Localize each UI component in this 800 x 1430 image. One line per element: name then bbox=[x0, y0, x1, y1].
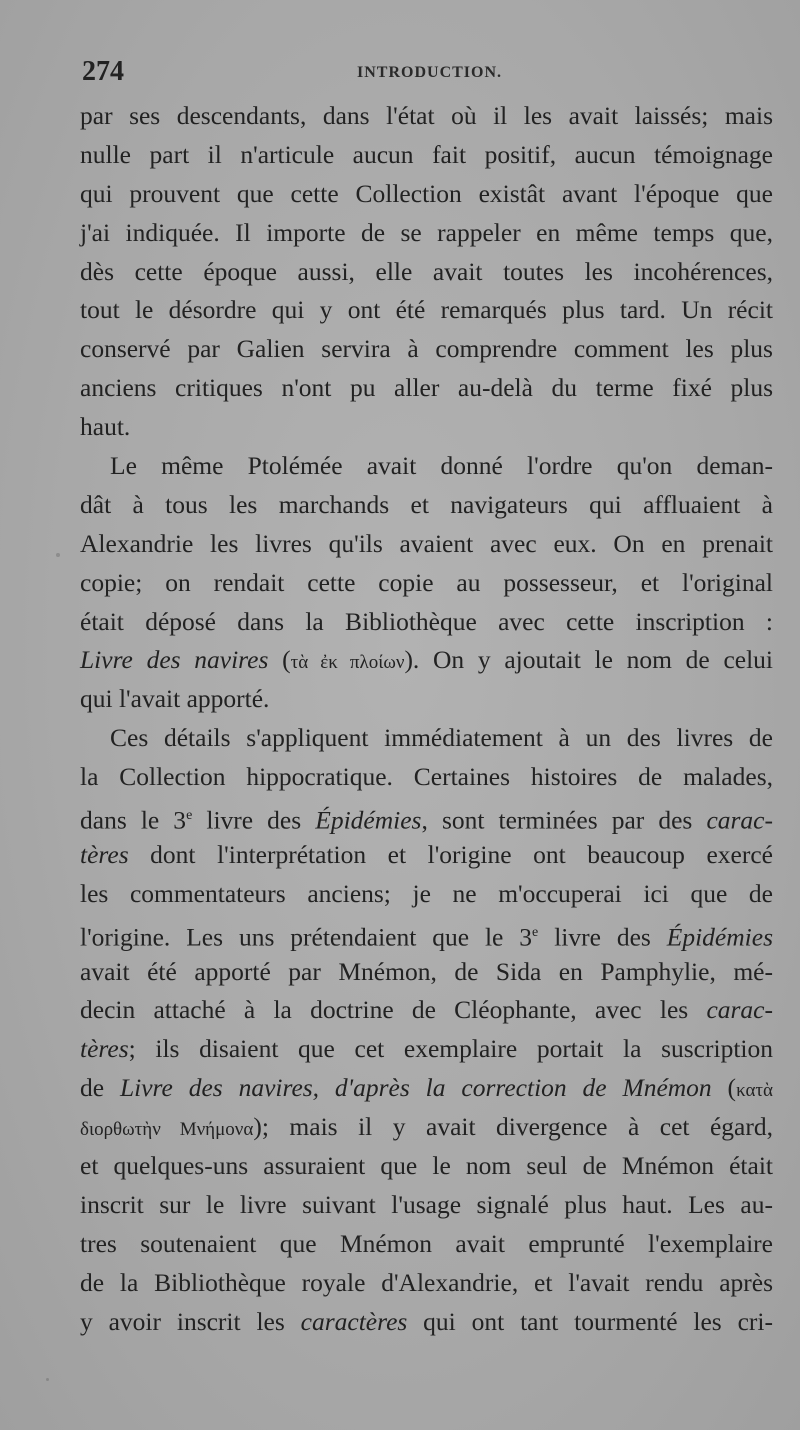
text-line: dans le 3e livre des Épidémies, sont terminées par des carac- bbox=[80, 805, 773, 835]
text-line: j'ai indiquée. Il importe de se rappeler en même temps que, bbox=[80, 217, 773, 247]
text-line: dât à tous les marchands et navigateurs qui affluaient à bbox=[80, 489, 773, 519]
text-line: inscrit sur le livre suivant l'usage signalé plus haut. Les au- bbox=[80, 1189, 773, 1219]
text-line: Livre des navires (τὰ ἐκ πλοίων). On y ajoutait le nom de celui bbox=[80, 645, 773, 675]
text-line: Alexandrie les livres qu'ils avaient avec eux. On en prenait bbox=[80, 528, 773, 558]
text-line: la Collection hippocratique. Certaines histoires de malades, bbox=[80, 762, 773, 792]
page-number: 274 bbox=[82, 56, 124, 87]
paragraph-3 bbox=[80, 719, 773, 1341]
text-line: tères dont l'interprétation et l'origine ont beaucoup exercé bbox=[80, 839, 773, 869]
text-line: qui l'avait apporté. bbox=[80, 684, 270, 714]
text-line: nulle part il n'articule aucun fait positif, aucun témoignage bbox=[80, 139, 773, 169]
text-line: l'origine. Les uns prétendaient que le 3e livre des Épidémies bbox=[80, 922, 773, 952]
text-line: Ces détails s'appliquent immédiatement à un des livres de bbox=[110, 723, 773, 753]
text-line: avait été apporté par Mnémon, de Sida en Pamphylie, mé- bbox=[80, 956, 773, 986]
text-line: était déposé dans la Bibliothèque avec cette inscription : bbox=[80, 606, 773, 636]
text-line: haut. bbox=[80, 412, 131, 442]
text-line: copie; on rendait cette copie au possesseur, et l'original bbox=[80, 567, 773, 597]
body-text bbox=[80, 97, 773, 1342]
running-head: INTRODUCTION. bbox=[357, 64, 503, 81]
text-line: de la Bibliothèque royale d'Alexandrie, et l'avait rendu après bbox=[80, 1267, 773, 1297]
text-line: διορθωτὴν Μνήμονα); mais il y avait divergence à cet égard, bbox=[80, 1112, 773, 1142]
text-line: decin attaché à la doctrine de Cléophante, avec les carac- bbox=[80, 995, 773, 1025]
text-line: tout le désordre qui y ont été remarqués plus tard. Un récit bbox=[80, 295, 773, 325]
text-line: et quelques-uns assuraient que le nom seul de Mnémon était bbox=[80, 1151, 773, 1181]
paper-speck bbox=[46, 1378, 49, 1381]
text-line: dès cette époque aussi, elle avait toutes les incohérences, bbox=[80, 256, 773, 286]
text-line: tres soutenaient que Mnémon avait emprunté l'exemplaire bbox=[80, 1228, 773, 1258]
paper-speck bbox=[56, 553, 60, 557]
paragraph-1 bbox=[80, 97, 773, 447]
text-line: Le même Ptolémée avait donné l'ordre qu'on deman- bbox=[110, 451, 773, 481]
text-line: par ses descendants, dans l'état où il les avait laissés; mais bbox=[80, 101, 773, 130]
text-line: tères; ils disaient que cet exemplaire portait la suscription bbox=[80, 1034, 773, 1064]
text-line: de Livre des navires, d'après la correction de Mnémon (κατὰ bbox=[80, 1073, 774, 1103]
text-line: y avoir inscrit les caractères qui ont tant tourmenté les cri- bbox=[80, 1306, 773, 1336]
text-line: anciens critiques n'ont pu aller au-delà du terme fixé plus bbox=[80, 373, 773, 403]
text-line: les commentateurs anciens; je ne m'occuperai ici que de bbox=[80, 878, 773, 908]
text-line: conservé par Galien servira à comprendre comment les plus bbox=[80, 334, 773, 364]
text-line: qui prouvent que cette Collection existât avant l'époque que bbox=[80, 178, 773, 208]
paragraph-2 bbox=[80, 447, 773, 719]
page-header bbox=[82, 56, 772, 92]
paper-speck bbox=[560, 380, 563, 383]
